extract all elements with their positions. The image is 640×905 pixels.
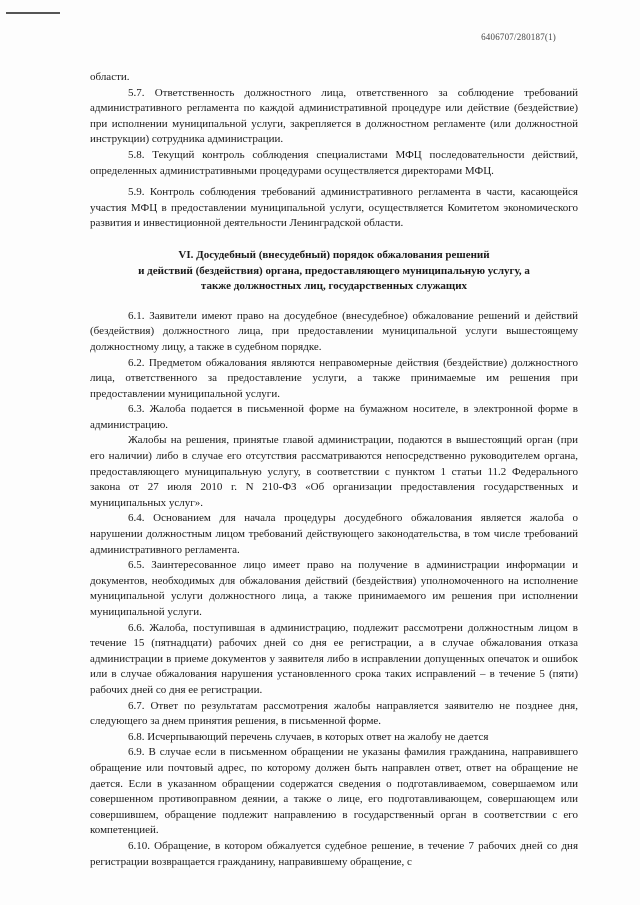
paragraph-6-6: 6.6. Жалоба, поступившая в администрацию, подлежит рассмотрени должностным лицом в течение 15 (пятнадцати) рабочих дней со дня ее регистрации, а в случае обжалования отказа администрации в приеме документов у заявителя либо в исправлении допущенных опечаток и ошибок или в случае обжалования нарушения установленного срока таких исправлений – в течение 5 (пяти) рабочих дней со дня ее регистрации. (90, 621, 578, 696)
paragraph-6-2: 6.2. Предметом обжалования являются неправомерные действия (бездействие) должностного лица, ответственного за предоставление услуги, а также принимаемые им решения при предоставлении муниципальной услуги. (90, 356, 578, 400)
paragraph-6-10: 6.10. Обращение, в котором обжалуется судебное решение, в течение 7 рабочих дней со дня регистрации возвращается гражданину, направившему обращение, с (90, 839, 578, 868)
scan-corner-mark (6, 12, 60, 14)
section-title-line-1: VI. Досудебный (внесудебный) порядок обжалования решений (178, 248, 490, 261)
paragraph-5-7: 5.7. Ответственность должностного лица, ответственного за соблюдение требований административного регламента по каждой административной процедуре или действие (бездействие) при исполнении муниципальной услуги, закрепляется в должностном регламенте (или должностной инструкции) сотрудника администрации. (90, 86, 578, 146)
document-body (90, 70, 578, 870)
paragraph-5-9: 5.9. Контроль соблюдения требований административного регламента в части, касающейся участия МФЦ в предоставлении муниципальной услуги, осуществляется Комитетом экономического развития и инвестиционной деятельности Ленинградской области. (90, 186, 578, 230)
paragraph-6-8: 6.8. Исчерпывающий перечень случаев, в которых ответ на жалобу не дается (128, 730, 489, 743)
paragraph-6-7: 6.7. Ответ по результатам рассмотрения жалобы направляется заявителю не позднее дня, следующего за днем принятия решения, в письменной форме. (90, 699, 578, 728)
paragraph-complaints-head: Жалобы на решения, принятые главой администрации, подаются в вышестоящий орган (при его наличии) либо в случае его отсутствия рассматриваются непосредственно руководителем органа, предоставляющего муниципальную услугу, в соответствии с пунктом 1 статьи 11.2 Федерального закона от 27 июля 2010 г. N 210-ФЗ «Об организации предоставления государственных и муниципальных услуг». (90, 434, 578, 509)
paragraph-oblasti: области. (90, 71, 130, 83)
paragraph-5-8: 5.8. Текущий контроль соблюдения специалистами МФЦ последовательности действий, определенных административными процедурами осуществляется директорами МФЦ. (90, 148, 578, 177)
paragraph-6-4: 6.4. Основанием для начала процедуры досудебного обжалования является жалоба о нарушении должностным лицом требований действующего законодательства, в том числе требований административного регламента. (90, 512, 578, 556)
document-number: 6406707/280187(1) (481, 32, 556, 42)
section-title-line-3: также должностных лиц, государственных служащих (200, 280, 468, 293)
paragraph-6-5: 6.5. Заинтересованное лицо имеет право на получение в администрации информации и документов, необходимых для обжалования действий (бездействия) уполномоченного на исполнение муниципальной услуги должностного лица, а также принимаемого им решения при исполнении муниципальной услуги. (90, 559, 578, 618)
paragraph-6-3: 6.3. Жалоба подается в письменной форме на бумажном носителе, в электронной форме в администрацию. (90, 403, 578, 431)
section-title (90, 248, 578, 295)
paragraph-6-1: 6.1. Заявители имеют право на досудебное (внесудебное) обжалование решений и действий (бездействия) должностного лица, при предоставлении муниципальной услуги вышестоящему должностному лицу, а также в судебном порядке. (90, 309, 578, 353)
section-title-line-2: и действий (бездействия) органа, предоставляющего муниципальную услугу, а (138, 264, 530, 277)
paragraph-6-9: 6.9. В случае если в письменном обращении не указаны фамилия гражданина, направившего обращение или почтовый адрес, по которому должен быть направлен ответ, ответ на обращение не дается. Если в указанном обращении содержатся сведения о подготавливаемом, совершаемом или совершенном противоправном деянии, а также о лице, его подготавливающем, совершающем или совершившем, обращение подлежит направлению в государственный орган в соответствии с его компетенцией. (90, 746, 578, 837)
